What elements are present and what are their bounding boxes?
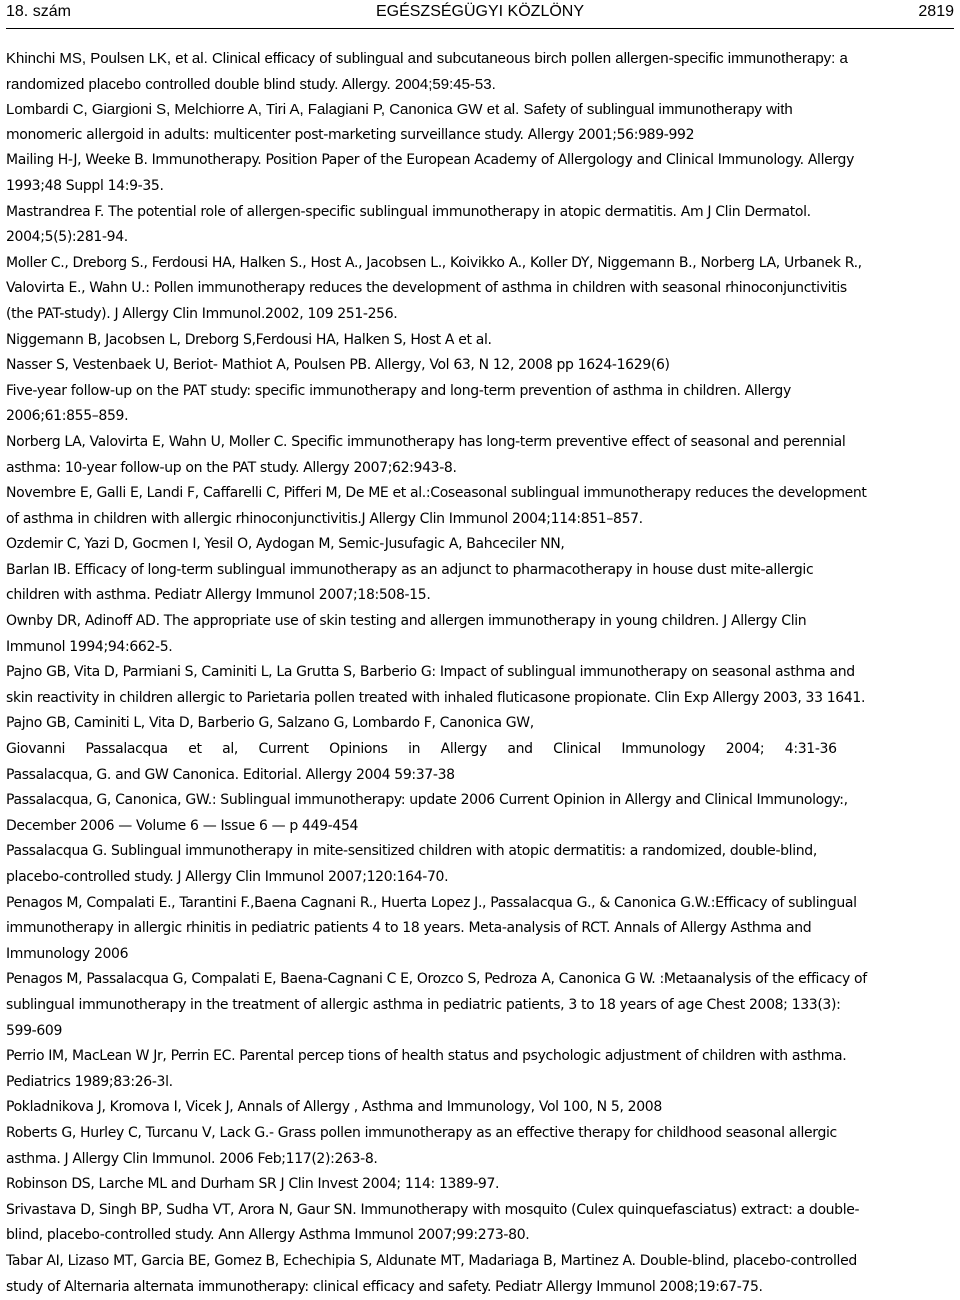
reference-line: of asthma in children with allergic rhinoconjunctivitis.J Allergy Clin Immunol 2004;114:851–857. bbox=[6, 510, 643, 527]
reference-line: asthma: 10-year follow-up on the PAT study. Allergy 2007;62:943-8. bbox=[6, 459, 457, 476]
reference-line: Moller C., Dreborg S., Ferdousi HA, Halken S., Host A., Jacobsen L., Koivikko A., Koller DY, Niggemann B., Norberg LA, Urbanek R., bbox=[6, 254, 862, 271]
reference-line: 2006;61:855–859. bbox=[6, 408, 129, 425]
reference-line: Robinson DS, Larche ML and Durham SR J Clin Invest 2004; 114: 1389-97. bbox=[6, 1176, 500, 1193]
reference-line: Tabar AI, Lizaso MT, Garcia BE, Gomez B, Echechipia S, Aldunate MT, Madariaga B, Martinez A. Double-blind, placebo-controlled bbox=[6, 1252, 857, 1269]
reference-line: placebo-controlled study. J Allergy Clin Immunol 2007;120:164-70. bbox=[6, 869, 449, 885]
reference-line: Valovirta E., Wahn U.: Pollen immunotherapy reduces the development of asthma in children with seasonal rhinoconjunctivitis bbox=[6, 280, 847, 297]
reference-line: blind, placebo-controlled study. Ann Allergy Asthma Immunol 2007;99:273-80. bbox=[6, 1227, 530, 1244]
reference-line: Lombardi C, Giargioni S, Melchiorre A, Tiri A, Falagiani P, Canonica GW et al. Safety of sublingual immunotherapy with bbox=[6, 101, 793, 119]
reference-line: asthma. J Allergy Clin Immunol. 2006 Feb;117(2):263-8. bbox=[6, 1150, 378, 1167]
reference-line: Giovanni Passalacqua et al, Current Opinions in Allergy and Clinical Immunology 2004; 4:31-36 bbox=[6, 741, 837, 758]
page-number: 2819 bbox=[918, 3, 954, 20]
reference-line: Ownby DR, Adinoff AD. The appropriate use of skin testing and allergen immunotherapy in young children. J Allergy Clin bbox=[6, 613, 807, 630]
reference-line: 599-609 bbox=[6, 1022, 63, 1039]
reference-line: Barlan IB. Efficacy of long-term sublingual immunotherapy as an adjunct to pharmacotherapy in house dust mite-allergic bbox=[6, 561, 814, 578]
reference-line: 2004;5(5):281-94. bbox=[6, 229, 128, 246]
reference-line: Penagos M, Passalacqua G, Compalati E, Baena-Cagnani C E, Orozco S, Pedroza A, Canonica G W. :Metaanalysis of the efficacy of bbox=[6, 971, 867, 988]
reference-line: Pajno GB, Caminiti L, Vita D, Barberio G, Salzano G, Lombardo F, Canonica GW, bbox=[6, 715, 534, 732]
reference-line: Passalacqua, G. and GW Canonica. Editorial. Allergy 2004 59:37-38 bbox=[6, 766, 455, 783]
reference-line: Passalacqua G. Sublingual immunotherapy in mite-sensitized children with atopic dermatitis: a randomized, double-blind, bbox=[6, 843, 817, 860]
reference-line: Immunology 2006 bbox=[6, 945, 129, 962]
reference-line: randomized placebo controlled double blind study. Allergy. 2004;59:45-53. bbox=[6, 75, 496, 93]
reference-line: Pajno GB, Vita D, Parmiani S, Caminiti L, La Grutta S, Barberio G: Impact of sublingual immunotherapy on seasonal asthma and bbox=[6, 664, 855, 681]
reference-line: Mailing H-J, Weeke B. Immunotherapy. Position Paper of the European Academy of Allergology and Clinical Immunology. Allergy bbox=[6, 152, 855, 169]
reference-line: 1993;48 Suppl 14:9-35. bbox=[6, 177, 164, 194]
issue-number: 18. szám bbox=[6, 3, 71, 20]
reference-line: Srivastava D, Singh BP, Sudha VT, Arora N, Gaur SN. Immunotherapy with mosquito (Culex quinquefasciatus) extract: a double- bbox=[6, 1201, 860, 1218]
reference-line: Pokladnikova J, Kromova I, Vicek J, Annals of Allergy , Asthma and Immunology, Vol 100, N 5, 2008 bbox=[6, 1099, 662, 1116]
reference-line: Ozdemir C, Yazi D, Gocmen I, Yesil O, Aydogan M, Semic-Jusufagic A, Bahceciler NN, bbox=[6, 536, 565, 553]
reference-line: Norberg LA, Valovirta E, Wahn U, Moller C. Specific immunotherapy has long-term preventive effect of seasonal and perennial bbox=[6, 433, 846, 450]
reference-line: children with asthma. Pediatr Allergy Immunol 2007;18:508-15. bbox=[6, 587, 431, 604]
reference-line: Passalacqua, G, Canonica, GW.: Sublingual immunotherapy: update 2006 Current Opinion in Allergy and Clinical Immunology:, bbox=[6, 792, 848, 809]
reference-line: Nasser S, Vestenbaek U, Beriot- Mathiot A, Poulsen PB. Allergy, Vol 63, N 12, 2008 pp 1624-1629(6) bbox=[6, 357, 670, 374]
reference-line: Perrio IM, MacLean W Jr, Perrin EC. Parental percep tions of health status and psychologic adjustment of children with asthma. bbox=[6, 1048, 847, 1065]
reference-line: immunotherapy in allergic rhinitis in pediatric patients 4 to 18 years. Meta-analysis of RCT. Annals of Allergy Asthma and bbox=[6, 920, 812, 937]
reference-line: monomeric allergoid in adults: multicenter post-marketing surveillance study. Allergy 2001;56:989-992 bbox=[6, 126, 695, 143]
reference-line: Penagos M, Compalati E., Tarantini F.,Baena Cagnani R., Huerta Lopez J., Passalacqua G., & Canonica G.W.:Efficacy of sublingual bbox=[6, 894, 857, 911]
reference-line: Khinchi MS, Poulsen LK, et al. Clinical efficacy of sublingual and subcutaneous birch pollen allergen-specific immunotherapy: a bbox=[6, 50, 848, 67]
reference-line: skin reactivity in children allergic to Parietaria pollen treated with inhaled fluticasone propionate. Clin Exp Allergy 2003, 33 1641. bbox=[6, 689, 866, 706]
reference-line: Roberts G, Hurley C, Turcanu V, Lack G.- Grass pollen immunotherapy as an effective therapy for childhood seasonal allergic bbox=[6, 1124, 837, 1141]
reference-line: (the PAT-study). J Allergy Clin Immunol.2002, 109 251-256. bbox=[6, 305, 398, 322]
reference-line: December 2006 — Volume 6 — Issue 6 — p 449-454 bbox=[6, 817, 359, 834]
reference-line: study of Alternaria alternata immunotherapy: clinical efficacy and safety. Pediatr Allergy Immunol 2008;19:67-75. bbox=[6, 1278, 763, 1295]
reference-line: Novembre E, Galli E, Landi F, Caffarelli C, Pifferi M, De ME et al.:Coseasonal sublingual immunotherapy reduces the development bbox=[6, 485, 867, 502]
reference-line: Niggemann B, Jacobsen L, Dreborg S,Ferdousi HA, Halken S, Host A et al. bbox=[6, 331, 492, 348]
reference-line: Immunol 1994;94:662-5. bbox=[6, 638, 173, 655]
journal-title: EGÉSZSÉGÜGYI KÖZLÖNY bbox=[375, 3, 585, 20]
reference-line: Five-year follow-up on the PAT study: specific immunotherapy and long-term prevention of asthma in children. Allergy bbox=[6, 382, 791, 399]
reference-line: Mastrandrea F. The potential role of allergen-specific sublingual immunotherapy in atopic dermatitis. Am J Clin Dermatol. bbox=[6, 203, 811, 220]
reference-line: Pediatrics 1989;83:26-3l. bbox=[6, 1073, 173, 1090]
reference-line: sublingual immunotherapy in the treatment of allergic asthma in pediatric patients, 3 to 18 years of age Chest 2008; 133(3): bbox=[6, 996, 841, 1013]
reference-list bbox=[6, 46, 954, 1300]
page-header bbox=[6, 0, 954, 29]
